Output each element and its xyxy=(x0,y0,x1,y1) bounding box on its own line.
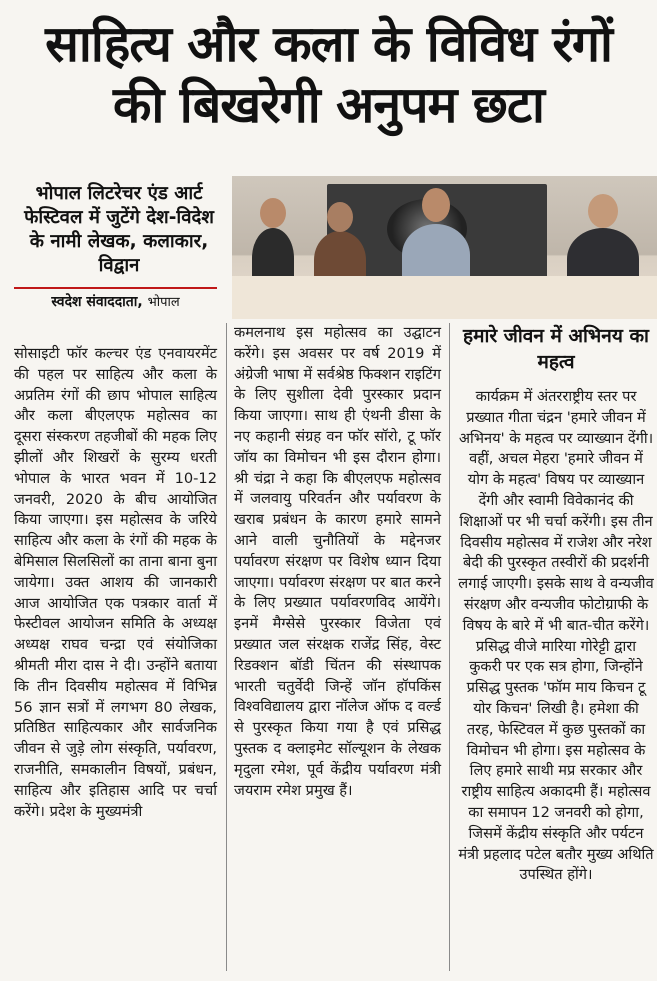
column-divider xyxy=(226,323,227,971)
byline xyxy=(14,292,217,311)
subheadline: भोपाल लिटरेचर एंड आर्ट फेस्टिवल में जुटेंगे देश-विदेश के नामी लेखक, कलाकार, विद्वान xyxy=(24,183,214,276)
press-conference-photo xyxy=(232,176,657,319)
headline xyxy=(0,14,657,136)
article-column-1: सोसाइटी फॉर कल्चर एंड एनवायरमेंट की पहल पर साहित्य और कला के अप्रतिम रंगों की छाप भोपाल साहित्य और कला बीएलएफ महोत्सव का दूसरा संस्करण तहजीबों की महक लिए झीलों और शिखरों के सुरम्य धरती भोपाल के भारत भवन में 10-12 जनवरी, 2020 के बीच आयोजित किया जाएगा। इस महोत्सव के जरिये साहित्य और कला के रंगों की महक के बेमिसाल सिलसिलों का ताना बाना बुना जायेगा। उक्त आशय की जानकारी आज आयोजित एक पत्रकार वार्ता में फेस्टीवल आयोजन समिति के अध्यक्ष अध्यक्ष राघव चन्द्रा एवं संयोजिका श्रीमती मीरा दास ने दी। उन्होंने बताया कि तीन दिवसीय महोत्सव में विभिन्न 56 ज्ञान सत्रों में लगभग 80 लेखक, प्रतिष्ठित साहित्यकार और सार्वजनिक जीवन से जुड़े लोग संस्कृति, पर्यावरण, राजनीति, समकालीन विषयों, प्रबंधन, साहित्य और इतिहास आदि पर चर्चा करेंगे। प्रदेश के मुख्यमंत्री xyxy=(14,345,217,820)
sidebar-heading: हमारे जीवन में अभिनय का महत्व xyxy=(463,325,649,373)
column-divider xyxy=(449,323,450,971)
byline-divider xyxy=(14,287,217,289)
headline-line-1: साहित्य और कला के विविध रंगों xyxy=(45,15,612,73)
article-column-3: कार्यक्रम में अंतरराष्ट्रीय स्तर पर प्रख्यात गीता चंद्रन 'हमारे जीवन में अभिनय' के महत्व पर व्याख्यान देंगी। वहीं, अचल मेहरा 'हमारे जीवन में योग के महत्व' विषय पर व्याख्यान देंगी और स्वामी विवेकानंद की शिक्षाओं पर भी चर्चा करेंगी। इस तीन दिवसीय महोत्सव में राजेश और नरेश बेदी की पुरस्कृत तस्वीरों की प्रदर्शनी लगाई जाएगी। इसके साथ वे वन्यजीव संरक्षण और वन्यजीव फोटोग्राफी के विषय के बारे में भी बात-चीत करेंगे। प्रसिद्ध वीजे मारिया गोरेट्टी द्वारा कुकरी पर एक सत्र होगा, जिन्होंने प्रसिद्ध पुस्तक 'फॉम माय किचन टू योर किचन' लिखी है। हमेशा की तरह, फेस्टिवल में कुछ पुस्तकों का विमोचन भी होगा। इस महोत्सव के लिए हमारे साथी मप्र सरकार और राष्ट्रीय साहित्य अकादमी हैं। महोत्सव का समापन 12 जनवरी को होगा, जिसमें केंद्रीय संस्कृति और पर्यटन मंत्री प्रहलाद पटेल बतौर मुख्य अथिति उपस्थित होंगे। xyxy=(458,388,654,884)
photo-table xyxy=(232,276,657,319)
article-column-2: कमलनाथ इस महोत्सव का उद्घाटन करेंगे। इस अवसर पर वर्ष 2019 में अंग्रेजी भाषा में सर्वश्रेष्ठ फिक्शन राइटिंग के लिए सुशीला देवी पुरस्कार प्रदान किया जाएगा। साथ ही एंथनी डीसा के नए कहानी संग्रह वन फॉर सॉरो, टू फॉर जॉय का विमोचन भी इस दौरान होगा। श्री चंद्रा ने कहा कि बीएलएफ महोत्सव में जलवायु परिवर्तन और पर्यावरण के खराब प्रबंधन के कारण हमारे सामने आने वाली चुनौतियों के मद्देनजर पर्यावरण संरक्षण पर विशेष ध्यान दिया जाएगा। पर्यावरण संरक्षण पर बात करने के लिए प्रख्यात पर्यावरणविद आयेंगे। इनमें मैग्सेसे पुरस्कार विजेता एवं प्रख्यात जल संरक्षक राजेंद्र सिंह, वेस्ट रिडक्शन बॉडी चिंतन की संस्थापक भारती चतुर्वेदी जिन्हें जॉन हॉपकिंस विश्वविद्यालय द्वारा नॉलेज ऑफ द वर्ल्ड से पुरस्कृत किया गया है एवं प्रसिद्ध पुस्तक द क्लाइमेट सॉल्यूशन के लेखक मृदुला रमेश, पूर्व केंद्रीय पर्यावरण मंत्री जयराम रमेश प्रमुख हैं। xyxy=(234,324,441,799)
byline-reporter: स्वदेश संवाददाता, xyxy=(51,294,143,310)
byline-location: भोपाल xyxy=(147,295,180,310)
headline-line-2: की बिखरेगी अनुपम छटा xyxy=(113,76,544,134)
